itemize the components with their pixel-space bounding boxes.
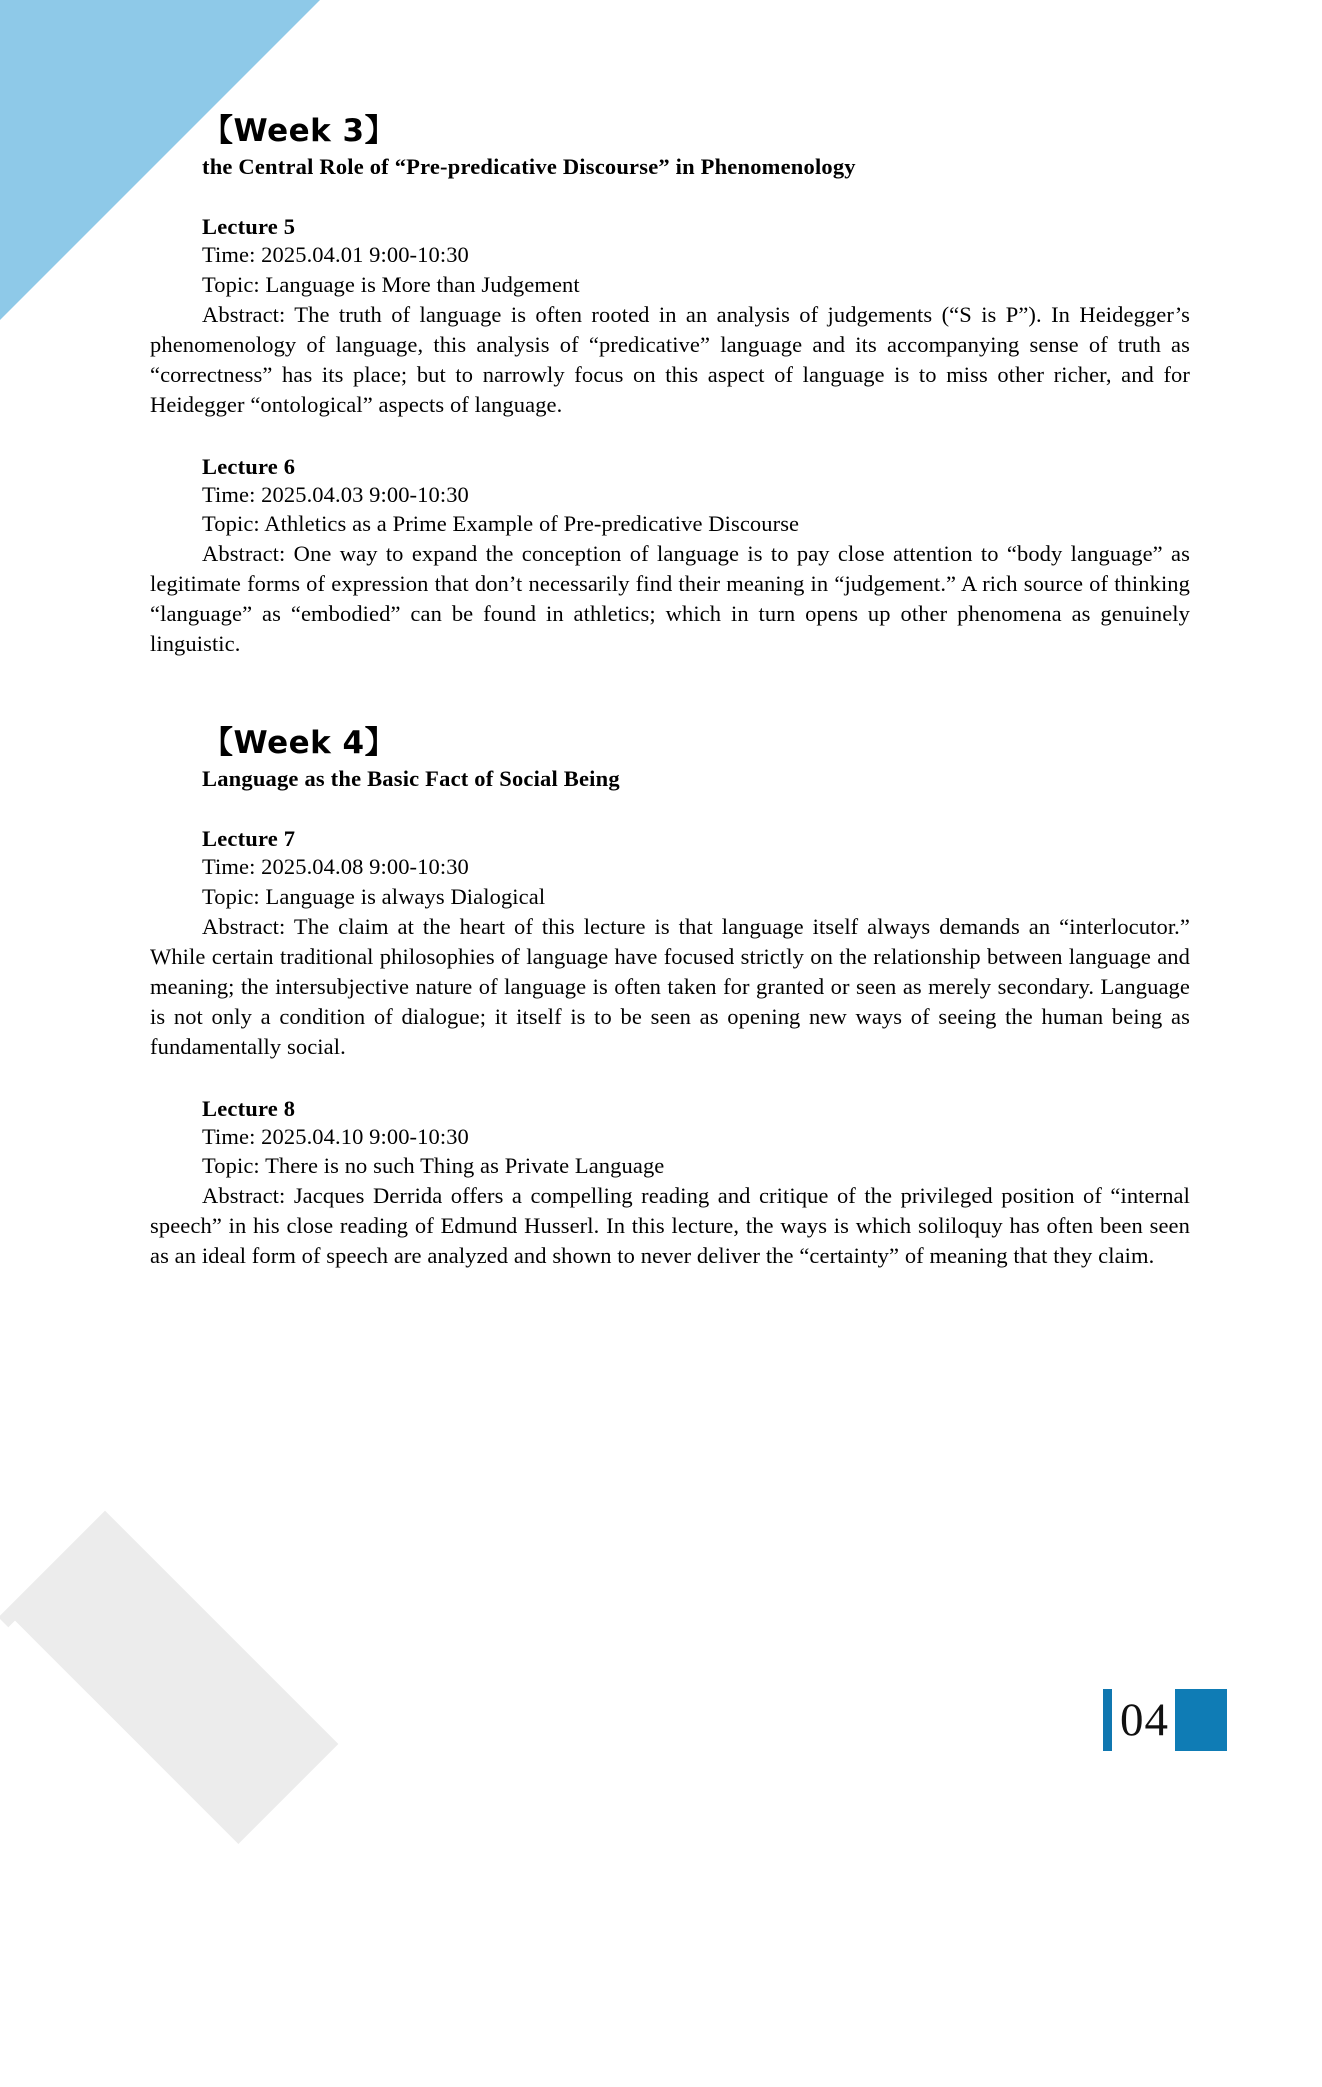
page-content <box>150 105 1190 1271</box>
lecture-time: Time: 2025.04.08 9:00-10:30 <box>202 854 469 880</box>
lecture-block <box>150 1096 1190 1272</box>
page-number-bar <box>1103 1689 1112 1751</box>
page-number-block <box>1175 1689 1227 1751</box>
page-footer <box>1103 1689 1227 1751</box>
lecture-abstract: Abstract: One way to expand the conception of language is to pay close attention to “body language” as legitimate forms of expression that don’t necessarily find their meaning in “judgement.” A rich source of thinking “language” as “embodied” can be found in athletics; which in turn opens up other phenomena as genuinely linguistic. <box>150 541 1190 657</box>
lecture-time: Time: 2025.04.03 9:00-10:30 <box>202 481 469 507</box>
week-heading: 【Week 4】 <box>202 725 397 762</box>
week-subtitle: the Central Role of “Pre-predicative Discourse” in Phenomenology <box>202 154 856 179</box>
section-spacer <box>150 659 1190 717</box>
lecture-topic: Topic: Language is More than Judgement <box>202 271 580 297</box>
corner-mask-decoration <box>0 1619 250 1869</box>
lecture-title: Lecture 8 <box>202 1095 296 1121</box>
week-heading: 【Week 3】 <box>202 113 397 149</box>
lecture-abstract: Abstract: The truth of language is often rooted in an analysis of judgements (“S is P”). In Heidegger’s phenomenology of language, this analysis of “predicative” language and its accompanying sense of truth as “correctness” has its place; but to narrowly focus on this aspect of language is to miss other richer, and for Heidegger “ontological” aspects of language. <box>150 301 1190 417</box>
lecture-title: Lecture 6 <box>202 453 296 479</box>
lecture-topic: Topic: There is no such Thing as Private Language <box>202 1153 665 1179</box>
lecture-abstract: Abstract: The claim at the heart of this lecture is that language itself always demands an “interlocutor.” While certain traditional philosophies of language have focused strictly on the relationship between language and meaning; the intersubjective nature of language is often taken for granted or seen as merely secondary. Language is not only a condition of dialogue; it itself is to be seen as opening new ways of seeing the human being as fundamentally social. <box>150 913 1190 1059</box>
page-number: 04 <box>1120 1694 1169 1746</box>
section-week-4 <box>150 717 1190 1271</box>
section-week-3 <box>150 105 1190 659</box>
lecture-block <box>150 454 1190 660</box>
lecture-title: Lecture 7 <box>202 826 296 852</box>
lecture-topic: Topic: Athletics as a Prime Example of Pre-predicative Discourse <box>202 511 800 537</box>
lecture-title: Lecture 5 <box>202 214 296 239</box>
lecture-time: Time: 2025.04.10 9:00-10:30 <box>202 1123 469 1149</box>
lecture-block <box>150 826 1190 1061</box>
lecture-abstract: Abstract: Jacques Derrida offers a compelling reading and critique of the privileged position of “internal speech” in his close reading of Edmund Husserl. In this lecture, the ways is which soliloquy has often been seen as an ideal form of speech are analyzed and shown to never deliver the “certainty” of meaning that they claim. <box>150 1183 1190 1269</box>
week-subtitle: Language as the Basic Fact of Social Being <box>202 766 620 792</box>
lecture-topic: Topic: Language is always Dialogical <box>202 883 546 909</box>
lecture-time: Time: 2025.04.01 9:00-10:30 <box>202 242 469 267</box>
lecture-block <box>150 214 1190 420</box>
